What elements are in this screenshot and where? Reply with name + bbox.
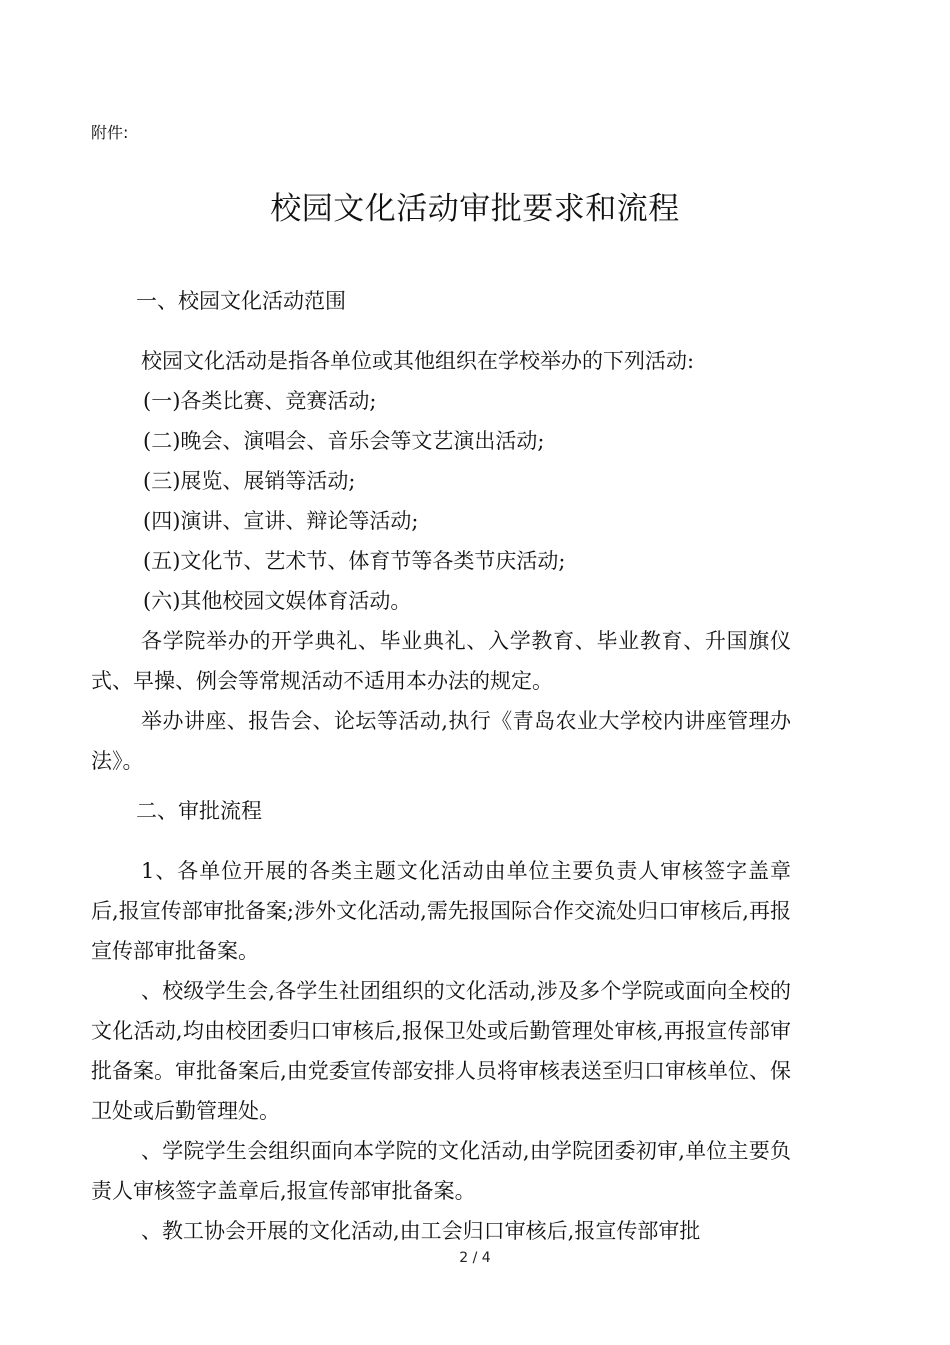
list-item: (一)各类比赛、竞赛活动; <box>143 389 377 413</box>
section-heading-2: 二、审批流程 <box>136 799 262 823</box>
paragraph-step-2: 、校级学生会,各学生社团组织的文化活动,涉及多个学院或面向全校的文化活动,均由校团委归口审核后,报保卫处或后勤管理处审核,再报宣传部审批备案。审批备案后,由党委宣传部安排人员将审核表送至归口审核单位、保卫处或后勤管理处。 <box>91 979 791 1123</box>
paragraph-step-4: 、教工协会开展的文化活动,由工会归口审核后,报宣传部审批 <box>141 1219 701 1243</box>
paragraph-note-2: 举办讲座、报告会、论坛等活动,执行《青岛农业大学校内讲座管理办法》。 <box>91 709 791 773</box>
list-item: (五)文化节、艺术节、体育节等各类节庆活动; <box>143 549 566 573</box>
list-item: (四)演讲、宣讲、辩论等活动; <box>143 509 419 533</box>
attachment-label: 附件: <box>91 123 129 142</box>
paragraph-step-1: 1、各单位开展的各类主题文化活动由单位主要负责人审核签字盖章后,报宣传部审批备案;涉外文化活动,需先报国际合作交流处归口审核后,再报宣传部审批备案。 <box>91 859 791 963</box>
section-heading-1: 一、校园文化活动范围 <box>136 289 346 313</box>
page-number: 2 / 4 <box>459 1250 491 1266</box>
list-item: (六)其他校园文娱体育活动。 <box>143 589 412 613</box>
paragraph-note-1: 各学院举办的开学典礼、毕业典礼、入学教育、毕业教育、升国旗仪式、早操、例会等常规活动不适用本办法的规定。 <box>91 629 791 693</box>
document-title: 校园文化活动审批要求和流程 <box>270 191 680 227</box>
list-item: (二)晚会、演唱会、音乐会等文艺演出活动; <box>143 429 545 453</box>
paragraph-step-3: 、学院学生会组织面向本学院的文化活动,由学院团委初审,单位主要负责人审核签字盖章后,报宣传部审批备案。 <box>91 1139 791 1203</box>
document-body <box>91 283 791 1251</box>
list-item: (三)展览、展销等活动; <box>143 469 356 493</box>
paragraph-intro: 校园文化活动是指各单位或其他组织在学校举办的下列活动: <box>141 349 695 373</box>
